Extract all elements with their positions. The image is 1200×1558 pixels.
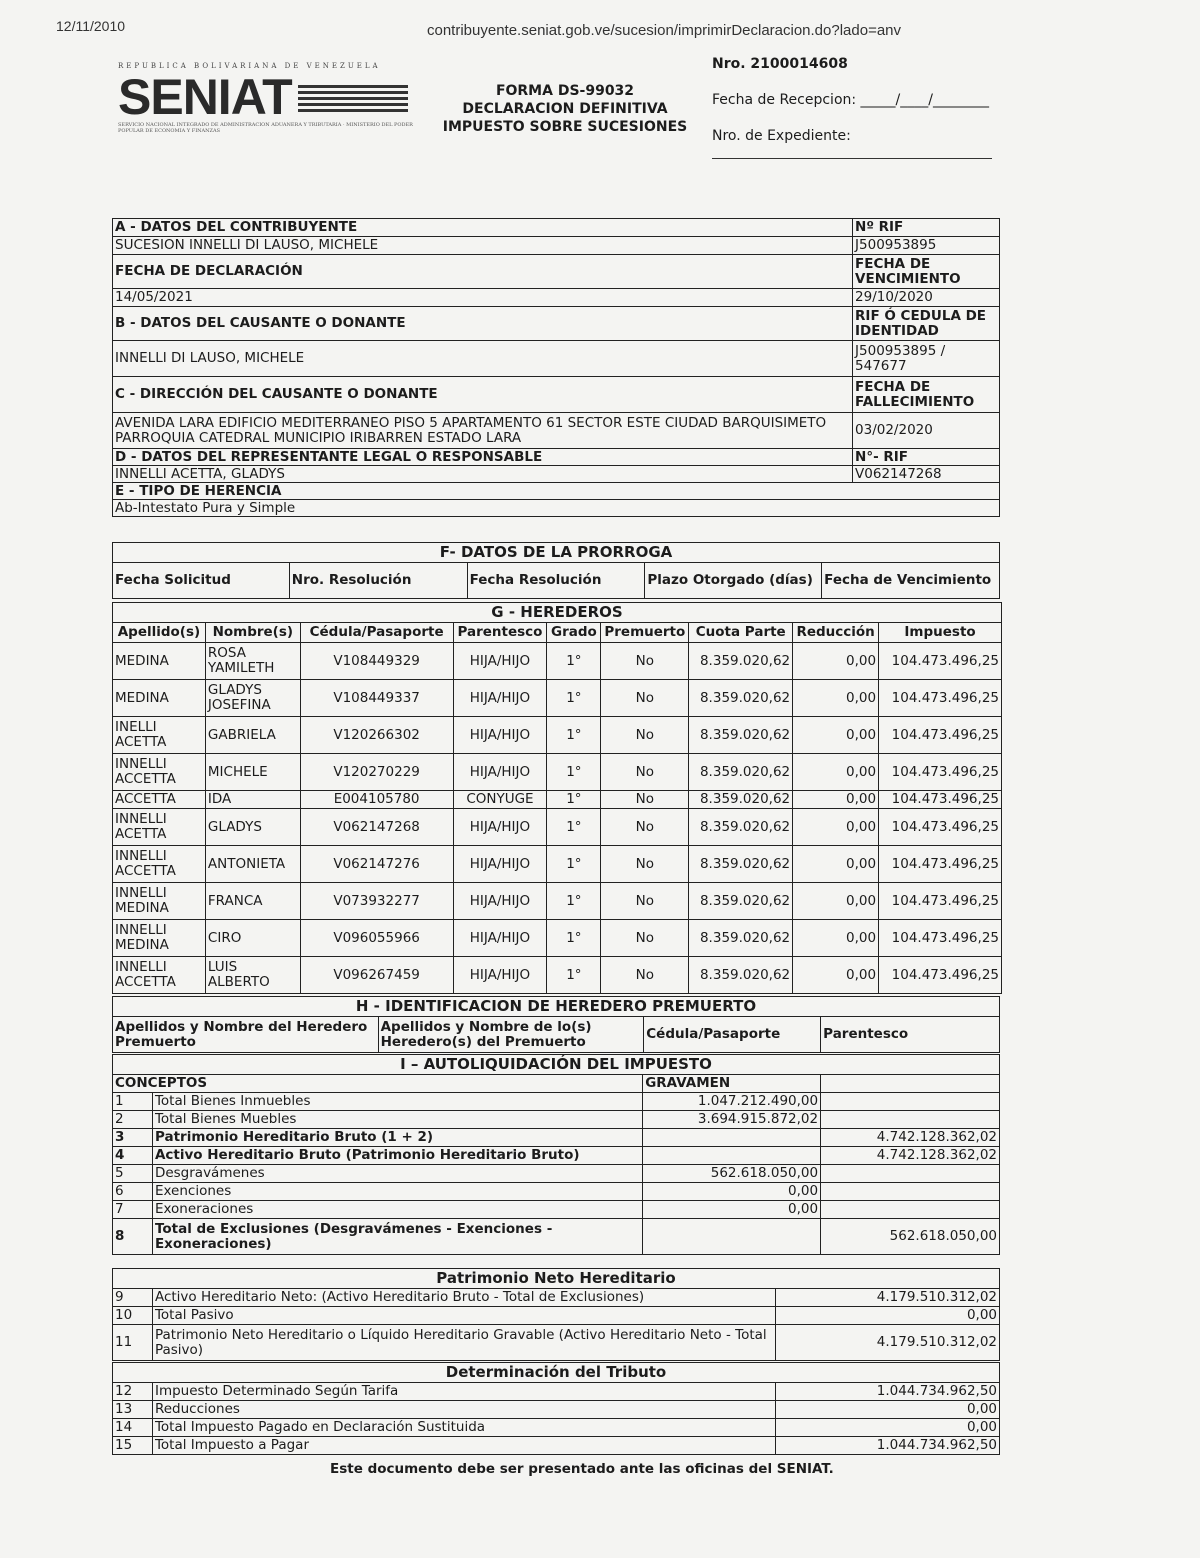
heredero-reduccion: 0,00 (793, 643, 879, 680)
contribuyente-name: SUCESION INNELLI DI LAUSO, MICHELE (113, 237, 853, 255)
tributo-title: Determinación del Tributo (113, 1363, 1000, 1383)
tributo-row (113, 1437, 1000, 1455)
heredero-premuerto: No (601, 883, 689, 920)
concepto-row (113, 1129, 1000, 1147)
patrimonio-row (113, 1307, 1000, 1325)
representante-rif-label: N°- RIF (853, 449, 1000, 466)
causante-rif-label: RIF Ó CEDULA DE IDENTIDAD (853, 307, 1000, 341)
premuerto-col-nombre: Apellidos y Nombre del Heredero Premuerto (113, 1017, 379, 1053)
heredero-impuesto: 104.473.496,25 (879, 643, 1002, 680)
heredero-apellidos: INNELLI ACCETTA (113, 846, 206, 883)
patrimonio-title: Patrimonio Neto Hereditario (113, 1269, 1000, 1289)
form-title-line-1: FORMA DS-99032 (495, 83, 635, 99)
heredero-cedula: V062147268 (300, 809, 453, 846)
logo-stripes-icon (298, 82, 408, 112)
heredero-premuerto: No (601, 846, 689, 883)
logo-republic: REPUBLICA BOLIVARIANA DE VENEZUELA (118, 62, 381, 70)
rif-label: Nº RIF (853, 219, 1000, 237)
heredero-grado: 1° (547, 809, 601, 846)
heredero-cuota-parte: 8.359.020,62 (689, 754, 793, 791)
concepto-label: Desgravámenes (152, 1165, 642, 1183)
heredero-grado: 1° (547, 920, 601, 957)
herederos-col-apellidos: Apellido(s) (113, 623, 206, 643)
datos-generales-table (112, 218, 1000, 517)
premuerto-table (112, 996, 1000, 1053)
concepto-gravamen: 0,00 (643, 1183, 821, 1201)
concepto-label: Exenciones (152, 1183, 642, 1201)
concepto-gravamen: 0,00 (643, 1201, 821, 1219)
concepto-row (113, 1147, 1000, 1165)
heredero-premuerto: No (601, 717, 689, 754)
causante-name: INNELLI DI LAUSO, MICHELE (113, 341, 853, 377)
nro-expediente: Nro. de Expediente: (712, 128, 851, 144)
concepto-gravamen (643, 1129, 821, 1147)
patrimonio-total: 0,00 (776, 1307, 1000, 1325)
concepto-label: Total de Exclusiones (Desgravámenes - Exenciones - Exoneraciones) (152, 1219, 642, 1255)
heredero-row (113, 957, 1002, 994)
patrimonio-n: 11 (113, 1325, 153, 1361)
tipo-herencia: Ab-Intestato Pura y Simple (113, 500, 1000, 517)
heredero-parentesco: HIJA/HIJO (453, 883, 547, 920)
heredero-cedula: V096267459 (300, 957, 453, 994)
tributo-total: 1.044.734.962,50 (776, 1383, 1000, 1401)
concepto-number: 6 (113, 1183, 153, 1201)
heredero-premuerto: No (601, 809, 689, 846)
herederos-table (112, 602, 1002, 994)
heredero-parentesco: HIJA/HIJO (453, 643, 547, 680)
concepto-number: 8 (113, 1219, 153, 1255)
print-url: contribuyente.seniat.gob.ve/sucesion/imprimirDeclaracion.do?lado=anv (427, 22, 902, 39)
tributo-n: 14 (113, 1419, 153, 1437)
heredero-row (113, 717, 1002, 754)
heredero-nombres: GLADYS JOSEFINA (205, 680, 300, 717)
heredero-grado: 1° (547, 717, 601, 754)
herederos-col-reduccion: Reducción (793, 623, 879, 643)
prorroga-col-nro-resolucion: Nro. Resolución (289, 563, 467, 599)
tributo-n: 13 (113, 1401, 153, 1419)
herederos-col-parentesco: Parentesco (453, 623, 547, 643)
concepto-number: 2 (113, 1111, 153, 1129)
heredero-row (113, 643, 1002, 680)
tributo-label: Total Impuesto Pagado en Declaración Sustituida (152, 1419, 775, 1437)
heredero-impuesto: 104.473.496,25 (879, 809, 1002, 846)
fecha-vencimiento: 29/10/2020 (853, 289, 1000, 307)
concepto-number: 3 (113, 1129, 153, 1147)
heredero-grado: 1° (547, 680, 601, 717)
concepto-number: 1 (113, 1093, 153, 1111)
sec-e-title: E - TIPO DE HERENCIA (113, 483, 1000, 500)
premuerto-col-parentesco: Parentesco (821, 1017, 1000, 1053)
heredero-grado: 1° (547, 883, 601, 920)
sec-i-title: I – AUTOLIQUIDACIÓN DEL IMPUESTO (113, 1055, 1000, 1075)
prorroga-col-fecha-solicitud: Fecha Solicitud (113, 563, 290, 599)
heredero-impuesto: 104.473.496,25 (879, 680, 1002, 717)
tributo-n: 15 (113, 1437, 153, 1455)
heredero-impuesto: 104.473.496,25 (879, 717, 1002, 754)
sec-g-title: G - HEREDEROS (113, 603, 1002, 623)
concepto-row (113, 1183, 1000, 1201)
concepto-label: Total Bienes Muebles (152, 1111, 642, 1129)
heredero-reduccion: 0,00 (793, 754, 879, 791)
concepto-total: 562.618.050,00 (821, 1219, 1000, 1255)
heredero-premuerto: No (601, 791, 689, 809)
heredero-cedula: V062147276 (300, 846, 453, 883)
prorroga-col-plazo: Plazo Otorgado (días) (645, 563, 822, 599)
tributo-row (113, 1401, 1000, 1419)
fecha-fallecimiento-label: FECHA DE FALLECIMIENTO (853, 377, 1000, 413)
tributo-n: 12 (113, 1383, 153, 1401)
heredero-grado: 1° (547, 791, 601, 809)
form-title-line-2: DECLARACION DEFINITIVA (462, 101, 668, 117)
prorroga-table (112, 542, 1000, 599)
sec-f-title: F- DATOS DE LA PRORROGA (113, 543, 1000, 563)
fecha-vencimiento-label: FECHA DE VENCIMIENTO (853, 255, 1000, 289)
concepto-row (113, 1093, 1000, 1111)
tributo-table (112, 1362, 1000, 1455)
heredero-nombres: GLADYS (205, 809, 300, 846)
heredero-cedula: V108449337 (300, 680, 453, 717)
representante-name: INNELLI ACETTA, GLADYS (113, 466, 853, 483)
heredero-parentesco: HIJA/HIJO (453, 754, 547, 791)
concepto-total (821, 1093, 1000, 1111)
herederos-col-nombres: Nombre(s) (205, 623, 300, 643)
heredero-premuerto: No (601, 920, 689, 957)
patrimonio-total: 4.179.510.312,02 (776, 1325, 1000, 1361)
concepto-row (113, 1165, 1000, 1183)
heredero-premuerto: No (601, 680, 689, 717)
concepto-gravamen (643, 1147, 821, 1165)
concepto-label: Exoneraciones (152, 1201, 642, 1219)
tributo-total: 1.044.734.962,50 (776, 1437, 1000, 1455)
heredero-grado: 1° (547, 643, 601, 680)
concepto-label: Patrimonio Hereditario Bruto (1 + 2) (152, 1129, 642, 1147)
heredero-parentesco: HIJA/HIJO (453, 717, 547, 754)
heredero-cedula: E004105780 (300, 791, 453, 809)
form-title-line-3: IMPUESTO SOBRE SUCESIONES (442, 119, 688, 135)
concepto-gravamen (643, 1219, 821, 1255)
heredero-apellidos: INNELLI ACETTA (113, 809, 206, 846)
heredero-cedula: V108449329 (300, 643, 453, 680)
tributo-label: Reducciones (152, 1401, 775, 1419)
concepto-gravamen: 3.694.915.872,02 (643, 1111, 821, 1129)
tributo-total: 0,00 (776, 1401, 1000, 1419)
heredero-apellidos: ACCETTA (113, 791, 206, 809)
gravamen-label: GRAVAMEN (643, 1075, 821, 1093)
heredero-nombres: GABRIELA (205, 717, 300, 754)
heredero-cuota-parte: 8.359.020,62 (689, 680, 793, 717)
empty-cell (821, 1075, 1000, 1093)
premuerto-col-cedula: Cédula/Pasaporte (644, 1017, 821, 1053)
herederos-col-premuerto: Premuerto (601, 623, 689, 643)
heredero-grado: 1° (547, 846, 601, 883)
heredero-apellidos: INNELLI ACCETTA (113, 754, 206, 791)
heredero-nombres: IDA (205, 791, 300, 809)
tributo-row (113, 1419, 1000, 1437)
tributo-label: Total Impuesto a Pagar (152, 1437, 775, 1455)
concepto-total (821, 1165, 1000, 1183)
heredero-impuesto: 104.473.496,25 (879, 883, 1002, 920)
heredero-parentesco: HIJA/HIJO (453, 957, 547, 994)
concepto-gravamen: 1.047.212.490,00 (643, 1093, 821, 1111)
herederos-col-impuesto: Impuesto (879, 623, 1002, 643)
heredero-cedula: V073932277 (300, 883, 453, 920)
patrimonio-total: 4.179.510.312,02 (776, 1289, 1000, 1307)
heredero-cuota-parte: 8.359.020,62 (689, 846, 793, 883)
concepto-total (821, 1183, 1000, 1201)
logo-subtitle: SERVICIO NACIONAL INTEGRADO DE ADMINISTRACION ADUANERA Y TRIBUTARIA · MINISTERIO DEL PODER POPULAR DE ECONOMIA Y FINANZAS (118, 122, 413, 134)
concepto-total: 4.742.128.362,02 (821, 1147, 1000, 1165)
herederos-col-cedula: Cédula/Pasaporte (300, 623, 453, 643)
heredero-impuesto: 104.473.496,25 (879, 957, 1002, 994)
contribuyente-rif: J500953895 (853, 237, 1000, 255)
heredero-premuerto: No (601, 754, 689, 791)
heredero-nombres: FRANCA (205, 883, 300, 920)
tributo-total: 0,00 (776, 1419, 1000, 1437)
heredero-row (113, 791, 1002, 809)
concepto-row (113, 1201, 1000, 1219)
prorroga-col-fecha-vencimiento: Fecha de Vencimiento (822, 563, 1000, 599)
heredero-nombres: LUIS ALBERTO (205, 957, 300, 994)
concepto-total (821, 1111, 1000, 1129)
patrimonio-label: Patrimonio Neto Hereditario o Líquido Hereditario Gravable (Activo Hereditario Neto - Total Pasivo) (152, 1325, 775, 1361)
patrimonio-n: 10 (113, 1307, 153, 1325)
heredero-cuota-parte: 8.359.020,62 (689, 957, 793, 994)
heredero-row (113, 846, 1002, 883)
heredero-row (113, 809, 1002, 846)
conceptos-label: CONCEPTOS (113, 1075, 643, 1093)
heredero-row (113, 754, 1002, 791)
heredero-apellidos: INNELLI MEDINA (113, 883, 206, 920)
heredero-row (113, 680, 1002, 717)
fecha-declaracion-label: FECHA DE DECLARACIÓN (113, 255, 853, 289)
heredero-apellidos: MEDINA (113, 643, 206, 680)
concepto-gravamen: 562.618.050,00 (643, 1165, 821, 1183)
heredero-reduccion: 0,00 (793, 717, 879, 754)
form-title (420, 82, 710, 136)
sec-b-title: B - DATOS DEL CAUSANTE O DONANTE (113, 307, 853, 341)
tributo-row (113, 1383, 1000, 1401)
heredero-row (113, 920, 1002, 957)
concepto-total (821, 1201, 1000, 1219)
heredero-parentesco: CONYUGE (453, 791, 547, 809)
fecha-recepcion: Fecha de Recepcion: _____/____/________ (712, 92, 989, 108)
logo-word: SENIAT (118, 69, 292, 125)
heredero-cuota-parte: 8.359.020,62 (689, 809, 793, 846)
heredero-cuota-parte: 8.359.020,62 (689, 643, 793, 680)
concepto-row (113, 1111, 1000, 1129)
patrimonio-table (112, 1268, 1000, 1361)
heredero-cedula: V120270229 (300, 754, 453, 791)
patrimonio-label: Activo Hereditario Neto: (Activo Hereditario Bruto - Total de Exclusiones) (152, 1289, 775, 1307)
fecha-declaracion: 14/05/2021 (113, 289, 853, 307)
heredero-cuota-parte: 8.359.020,62 (689, 883, 793, 920)
heredero-grado: 1° (547, 754, 601, 791)
heredero-nombres: CIRO (205, 920, 300, 957)
seniat-logo (118, 62, 418, 134)
heredero-premuerto: No (601, 643, 689, 680)
heredero-nombres: ANTONIETA (205, 846, 300, 883)
heredero-apellidos: INELLI ACETTA (113, 717, 206, 754)
sec-h-title: H - IDENTIFICACION DE HEREDERO PREMUERTO (113, 997, 1000, 1017)
footer-note: Este documento debe ser presentado ante las oficinas del SENIAT. (330, 1461, 834, 1477)
heredero-reduccion: 0,00 (793, 920, 879, 957)
heredero-parentesco: HIJA/HIJO (453, 809, 547, 846)
patrimonio-label: Total Pasivo (152, 1307, 775, 1325)
sec-a-title: A - DATOS DEL CONTRIBUYENTE (113, 219, 853, 237)
concepto-label: Activo Hereditario Bruto (Patrimonio Hereditario Bruto) (152, 1147, 642, 1165)
heredero-reduccion: 0,00 (793, 883, 879, 920)
concepto-number: 5 (113, 1165, 153, 1183)
heredero-reduccion: 0,00 (793, 957, 879, 994)
heredero-impuesto: 104.473.496,25 (879, 920, 1002, 957)
heredero-row (113, 883, 1002, 920)
concepto-number: 4 (113, 1147, 153, 1165)
heredero-cedula: V120266302 (300, 717, 453, 754)
concepto-row (113, 1219, 1000, 1255)
patrimonio-n: 9 (113, 1289, 153, 1307)
premuerto-col-herederos: Apellidos y Nombre de lo(s) Heredero(s) del Premuerto (378, 1017, 644, 1053)
expediente-line (712, 158, 992, 159)
concepto-number: 7 (113, 1201, 153, 1219)
heredero-parentesco: HIJA/HIJO (453, 920, 547, 957)
heredero-impuesto: 104.473.496,25 (879, 846, 1002, 883)
heredero-apellidos: INNELLI ACCETTA (113, 957, 206, 994)
heredero-impuesto: 104.473.496,25 (879, 791, 1002, 809)
heredero-parentesco: HIJA/HIJO (453, 680, 547, 717)
heredero-cedula: V096055966 (300, 920, 453, 957)
print-date: 12/11/2010 (56, 18, 126, 34)
heredero-impuesto: 104.473.496,25 (879, 754, 1002, 791)
concepto-label: Total Bienes Inmuebles (152, 1093, 642, 1111)
prorroga-col-fecha-resolucion: Fecha Resolución (467, 563, 645, 599)
heredero-parentesco: HIJA/HIJO (453, 846, 547, 883)
heredero-reduccion: 0,00 (793, 809, 879, 846)
representante-rif: V062147268 (853, 466, 1000, 483)
heredero-reduccion: 0,00 (793, 680, 879, 717)
fecha-fallecimiento: 03/02/2020 (853, 413, 1000, 449)
autoliquidacion-table (112, 1054, 1000, 1255)
patrimonio-row (113, 1289, 1000, 1307)
heredero-cuota-parte: 8.359.020,62 (689, 920, 793, 957)
causante-address: AVENIDA LARA EDIFICIO MEDITERRANEO PISO 5 APARTAMENTO 61 SECTOR ESTE CIUDAD BARQUISIMETO PARROQUIA CATEDRAL MUNICIPIO IRIBARREN ESTADO LARA (113, 413, 853, 449)
causante-rif: J500953895 / 547677 (853, 341, 1000, 377)
tributo-label: Impuesto Determinado Según Tarifa (152, 1383, 775, 1401)
heredero-nombres: ROSA YAMILETH (205, 643, 300, 680)
patrimonio-row (113, 1325, 1000, 1361)
form-number: Nro. 2100014608 (712, 56, 848, 72)
sec-d-title: D - DATOS DEL REPRESENTANTE LEGAL O RESPONSABLE (113, 449, 853, 466)
concepto-total: 4.742.128.362,02 (821, 1129, 1000, 1147)
herederos-col-grado: Grado (547, 623, 601, 643)
heredero-premuerto: No (601, 957, 689, 994)
heredero-apellidos: INNELLI MEDINA (113, 920, 206, 957)
sec-c-title: C - DIRECCIÓN DEL CAUSANTE O DONANTE (113, 377, 853, 413)
heredero-apellidos: MEDINA (113, 680, 206, 717)
heredero-cuota-parte: 8.359.020,62 (689, 717, 793, 754)
heredero-reduccion: 0,00 (793, 846, 879, 883)
heredero-nombres: MICHELE (205, 754, 300, 791)
herederos-col-cuota-parte: Cuota Parte (689, 623, 793, 643)
heredero-cuota-parte: 8.359.020,62 (689, 791, 793, 809)
heredero-grado: 1° (547, 957, 601, 994)
heredero-reduccion: 0,00 (793, 791, 879, 809)
